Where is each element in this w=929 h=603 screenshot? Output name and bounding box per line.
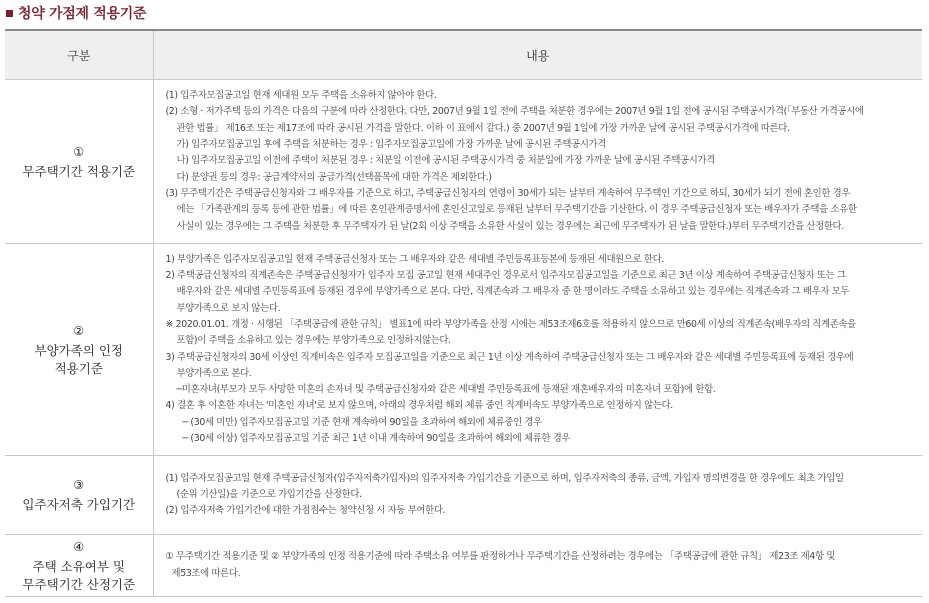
row-number: ②: [73, 323, 85, 338]
row-number: ①: [73, 144, 85, 159]
content-line: (2) 소형 · 저가주택 등의 가격은 다음의 구분에 따라 산정한다. 다만, 2007년 9월 1일 전에 주택을 처분한 경우에는 2007년 9월 1일 전에 공시된 주택공시가격(「부동산 가격공시에: [165, 106, 864, 118]
content-line: 관한 법률」 제16조 또는 제17조에 따라 공시된 가격을 말한다. 이하 이 표에서 같다.) 중 2007년 9월 1일에 가장 가까운 날에 공시된 주택공시가격에 따른다.: [176, 122, 790, 134]
table-row: [5, 535, 922, 597]
square-bullet-icon: [6, 10, 13, 17]
row-content: [153, 244, 922, 456]
row-content: [153, 456, 922, 535]
content-line: 사실이 있는 경우에는 그 주택을 처분한 후 무주택자가 된 날(2회 이상 주택을 소유한 사실이 있는 경우에는 최근에 무주택자가 된 날을 말한다.)부터 무주택기간을 산정한다.: [176, 220, 844, 232]
row-category: [5, 80, 153, 244]
content-line: 3) 주택공급신청자의 30세 이상인 직계비속은 입주자 모집공고일을 기준으로 최근 1년 이상 계속하여 주택공급신청자 또는 그 배우자와 같은 세대별 주민등록표에 등재된 경우에: [165, 351, 854, 363]
content-line: 나) 입주자모집공고일 이전에 주택이 처분된 경우 : 처분일 이전에 공시된 주택공시가격 중 처분일에 가장 가까운 날에 공시된 주택공시가격: [176, 155, 715, 167]
row-number: ④: [73, 539, 85, 554]
row-category: [5, 535, 153, 597]
content-line: 4) 결혼 후 이혼한 자녀는 '미혼인 자녀'로 보지 않으며, 아래의 경우처럼 해외 체류 중인 직계비속도 부양가족으로 인정하지 않는다.: [165, 400, 673, 412]
content-line: (순위 기산일)을 기준으로 가입기간을 산정한다.: [176, 488, 362, 500]
row-label: 주택 소유여부 및 무주택기간 산정기준: [22, 558, 136, 592]
content-line: 다) 분양권 등의 경우: 공급계약서의 공급가격(선택품목에 대한 가격은 제외한다.): [176, 171, 492, 183]
row-content: [153, 535, 922, 597]
content-line: (2) 입주자저축 가입기간에 대한 가점점수는 청약신청 시 자동 부여한다.: [165, 505, 446, 517]
content-line: 2) 주택공급신청자의 직계존속은 주택공급신청자가 입주자 모집 공고일 현재 세대주인 경우로서 입주자모집공고일을 기준으로 최근 3년 이상 계속하여 주택공급신청자 또는 그: [165, 270, 846, 282]
row-category: [5, 456, 153, 535]
content-line: ─ (30세 이상) 입주자모집공고일 기준 최근 1년 이내 계속하여 90일을 초과하여 해외에 체류한 경우: [182, 432, 571, 444]
content-line: (1) 입주자모집공고일 현재 세대원 모두 주택을 소유하지 않아야 한다.: [165, 90, 437, 102]
criteria-table: [5, 29, 922, 597]
row-number: ③: [73, 478, 85, 492]
table-row: [5, 80, 922, 244]
content-line: 부양가족으로 보지 않는다.: [176, 302, 281, 314]
content-line: ─미혼자녀(부모가 모두 사망한 미혼의 손자녀 및 주택공급신청자와 같은 세대별 주민등록표에 등재된 재혼배우자의 미혼자녀 포함)에 한함.: [176, 384, 716, 396]
content-line: (3) 무주택기간은 주택공급신청자와 그 배우자를 기준으로 하고, 주택공급신청자의 연령이 30세가 되는 날부터 계속하여 무주택인 기간으로 하되, 30세가 되기 전에 혼인한 경우: [165, 187, 851, 199]
row-label: 무주택기간 적용기준: [22, 163, 136, 179]
row-label: 입주자저축 가입기간: [22, 497, 136, 512]
content-line: 1) 부양가족은 입주자모집공고일 현재 주택공급신청자 또는 그 배우자와 같은 세대별 주민등록표등본에 등재된 세대원으로 한다.: [165, 253, 664, 265]
content-line: 에는 「가족관계의 등록 등에 관한 법률」에 따른 혼인관계증명서에 혼인신고일로 등재된 날부터 무주택기간을 기산한다. 이 경우 주택공급신청자 또는 배우자가 주택을 소유한: [176, 204, 857, 216]
content-line: 제53조에 따른다.: [171, 567, 241, 579]
content-line: 배우자와 같은 세대별 주민등록표에 등재된 경우에 부양가족으로 본다. 다만, 직계존속과 그 배우자 중 한 명이라도 주택을 소유하고 있는 경우에는 직계존속과 그 배우자 모두: [176, 286, 850, 298]
content-line: 가) 입주자모집공고일 후에 주택을 처분하는 경우 : 입주자모집공고일에 가장 가까운 날에 공시된 주택공시가격: [176, 139, 606, 151]
content-line: ─ (30세 미만) 입주자모집공고일 기준 현재 계속하여 90일을 초과하여 해외에 체류중인 경우: [182, 416, 542, 428]
section-title: [6, 3, 146, 23]
table-row: [5, 244, 922, 456]
content-line: 부양가족으로 본다.: [176, 367, 252, 379]
header-content: 내용: [153, 30, 922, 80]
content-line: ① 무주택기간 적용기준 및 ② 부양가족의 인정 적용기준에 따라 주택소유 여부를 판정하거나 무주택기간을 산정하려는 경우에는 「주택공급에 관한 규칙」 제23조 제4항 및: [165, 551, 836, 563]
table-row: [5, 456, 922, 535]
content-line: (1) 입주자모집공고일 현재 주택공급신청자(입주자저축가입자)의 입주자저축 가입기간을 기준으로 하며, 입주자저축의 종류, 금액, 가입자 명의변경을 한 경우에도 최초 가입일: [165, 472, 844, 484]
content-line: 포함)이 주택을 소유하고 있는 경우에는 부양가족으로 인정하지않는다.: [176, 335, 451, 347]
row-category: [5, 244, 153, 456]
content-line: ※ 2020.01.01. 개정 · 시행된 「주택공급에 관한 규칙」 별표1에 따라 부양가족을 산정 시에는 제53조제6호를 적용하지 않으므로 만60세 이상의 직계존속(배우자의 직계존속을: [165, 318, 856, 330]
table-header-row: [5, 30, 922, 80]
section-title-text: 청약 가점제 적용기준: [18, 6, 147, 22]
row-label: 부양가족의 인정 적용기준: [34, 342, 123, 376]
header-category: 구분: [5, 30, 153, 80]
row-content: [153, 80, 922, 244]
